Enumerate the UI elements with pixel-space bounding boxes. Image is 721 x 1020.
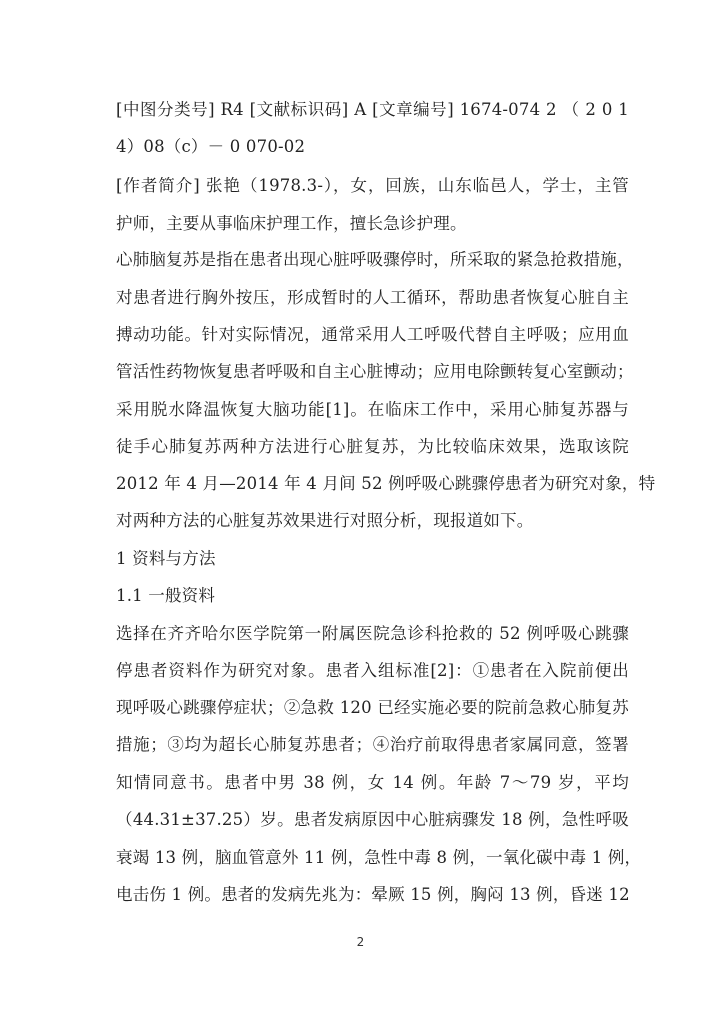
metadata-line: 4）08（c）－ 0 070-02 [116, 137, 306, 156]
general-data-line: 衰竭 13 例，脑血管意外 11 例，急性中毒 8 例，一氧化碳中毒 1 例， [116, 848, 642, 867]
general-data-line: 措施；③均为超长心肺复苏患者；④治疗前取得患者家属同意，签署 [116, 735, 629, 754]
general-data-line: 知情同意书。患者中男 38 例，女 14 例。年龄 7～79 岁，平均 [116, 773, 629, 792]
intro-paragraph-line: 对两种方法的心脏复苏效果进行对照分析，现报道如下。 [116, 511, 534, 530]
general-data-line: 现呼吸心跳骤停症状；②急救 120 已经实施必要的院前急救心肺复苏 [116, 698, 629, 717]
intro-paragraph-line: 2012 年 4 月—2014 年 4 月间 52 例呼吸心跳骤停患者为研究对象，特 [116, 474, 656, 493]
intro-paragraph-line: 对患者进行胸外按压，形成暂时的人工循环，帮助患者恢复心脏自主 [116, 288, 629, 307]
intro-paragraph-line: 采用脱水降温恢复大脑功能[1]。在临床工作中，采用心肺复苏器与 [116, 400, 629, 419]
metadata-line: [中图分类号] R4 [文献标识码] A [文章编号] 1674-074 2 （ 2 0 1 [116, 100, 629, 119]
intro-paragraph-line: 心肺脑复苏是指在患者出现心脏呼吸骤停时，所采取的紧急抢救措施， [116, 250, 634, 269]
intro-paragraph-line: 搏动功能。针对实际情况，通常采用人工呼吸代替自主呼吸；应用血 [116, 325, 629, 344]
general-data-line: 电击伤 1 例。患者的发病先兆为：晕厥 15 例，胸闷 13 例，昏迷 12 [116, 885, 630, 904]
section-heading: 1 资料与方法 [116, 549, 216, 568]
general-data-line: 选择在齐齐哈尔医学院第一附属医院急诊科抢救的 52 例呼吸心跳骤 [116, 624, 629, 643]
author-intro-line: 护师，主要从事临床护理工作，擅长急诊护理。 [116, 214, 467, 233]
author-intro-line: [作者简介] 张艳（1978.3-），女，回族，山东临邑人，学士，主管 [116, 176, 629, 195]
intro-paragraph-line: 管活性药物恢复患者呼吸和自主心脏博动；应用电除颤转复心室颤动； [116, 362, 634, 381]
intro-paragraph-line: 徒手心肺复苏两种方法进行心脏复苏，为比较临床效果，选取该院 [116, 437, 629, 456]
page-number: 2 [356, 935, 365, 949]
subsection-heading: 1.1 一般资料 [116, 586, 216, 605]
general-data-line: 停患者资料作为研究对象。患者入组标准[2]：①患者在入院前便出 [116, 661, 629, 680]
general-data-line: （44.31±37.25）岁。患者发病原因中心脏病骤发 18 例，急性呼吸 [116, 810, 629, 829]
